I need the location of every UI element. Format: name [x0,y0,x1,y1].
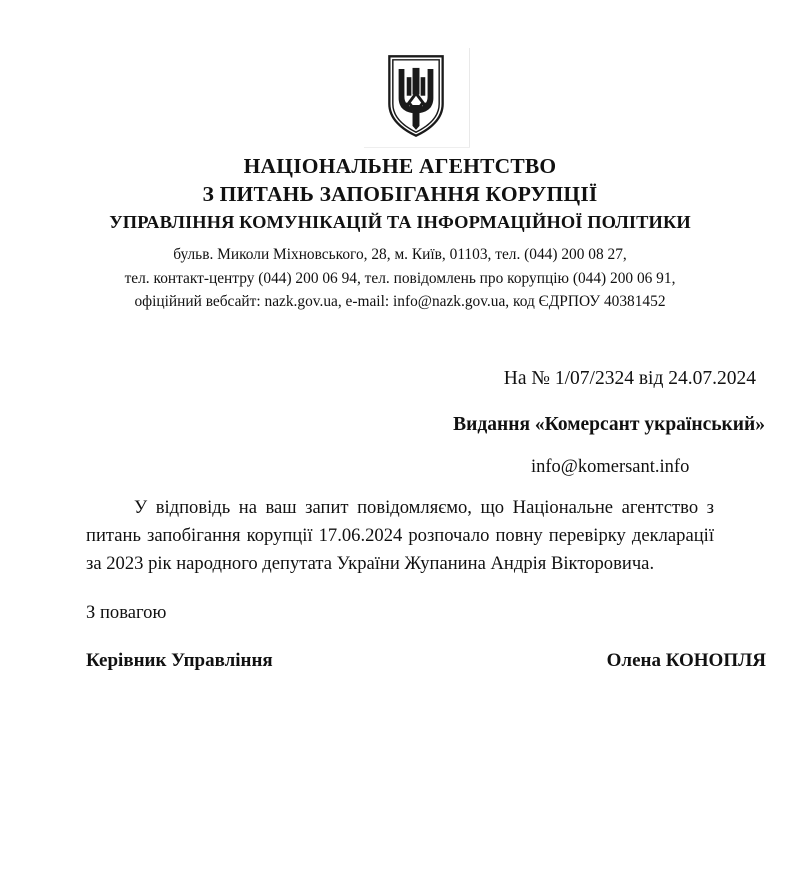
coat-of-arms-box [364,46,468,146]
addressee-email: info@komersant.info [531,457,690,477]
scan-artifact-horizontal [364,147,470,148]
address-line-3: офіційний вебсайт: nazk.gov.ua, e-mail: info@nazk.gov.ua, код ЄДРПОУ 40381452 [134,293,666,310]
emblem-zone [0,46,800,150]
signatory-title: Керівник Управління [86,650,273,671]
body-paragraph: У відповідь на ваш запит повідомляємо, що Національне агентство з питань запобігання корупції 17.06.2024 розпочало повну перевірку декларації за 2023 рік народного депутата України Жупанина Андрія Вікторовича. [86,497,714,574]
organisation-header [0,152,800,237]
reference-line: На № 1/07/2324 від 24.07.2024 [503,368,756,389]
agency-name-line-1: НАЦІОНАЛЬНЕ АГЕНТСТВО [243,154,557,178]
address-block [0,243,800,314]
department-name: УПРАВЛІННЯ КОМУНІКАЦІЙ ТА ІНФОРМАЦІЙНОЇ ПОЛІТИКИ [109,212,691,232]
scan-artifact-vertical [469,48,470,148]
ukraine-trident-icon [364,54,468,138]
letter-body [86,494,714,578]
addressee-block [425,412,765,480]
signatory-name: Олена КОНОПЛЯ [606,650,766,671]
addressee-name: Видання «Комерсант український» [453,414,765,435]
agency-name-line-2: З ПИТАНЬ ЗАПОБІГАННЯ КОРУПЦІЇ [202,182,598,206]
closing-salutation: З повагою [86,602,167,623]
address-line-2: тел. контакт-центру (044) 200 06 94, тел. повідомлень про корупцію (044) 200 06 91, [124,269,676,287]
signature-block [86,648,766,674]
address-line-1: бульв. Миколи Міхновського, 28, м. Київ, 01103, тел. (044) 200 08 27, [173,246,627,263]
